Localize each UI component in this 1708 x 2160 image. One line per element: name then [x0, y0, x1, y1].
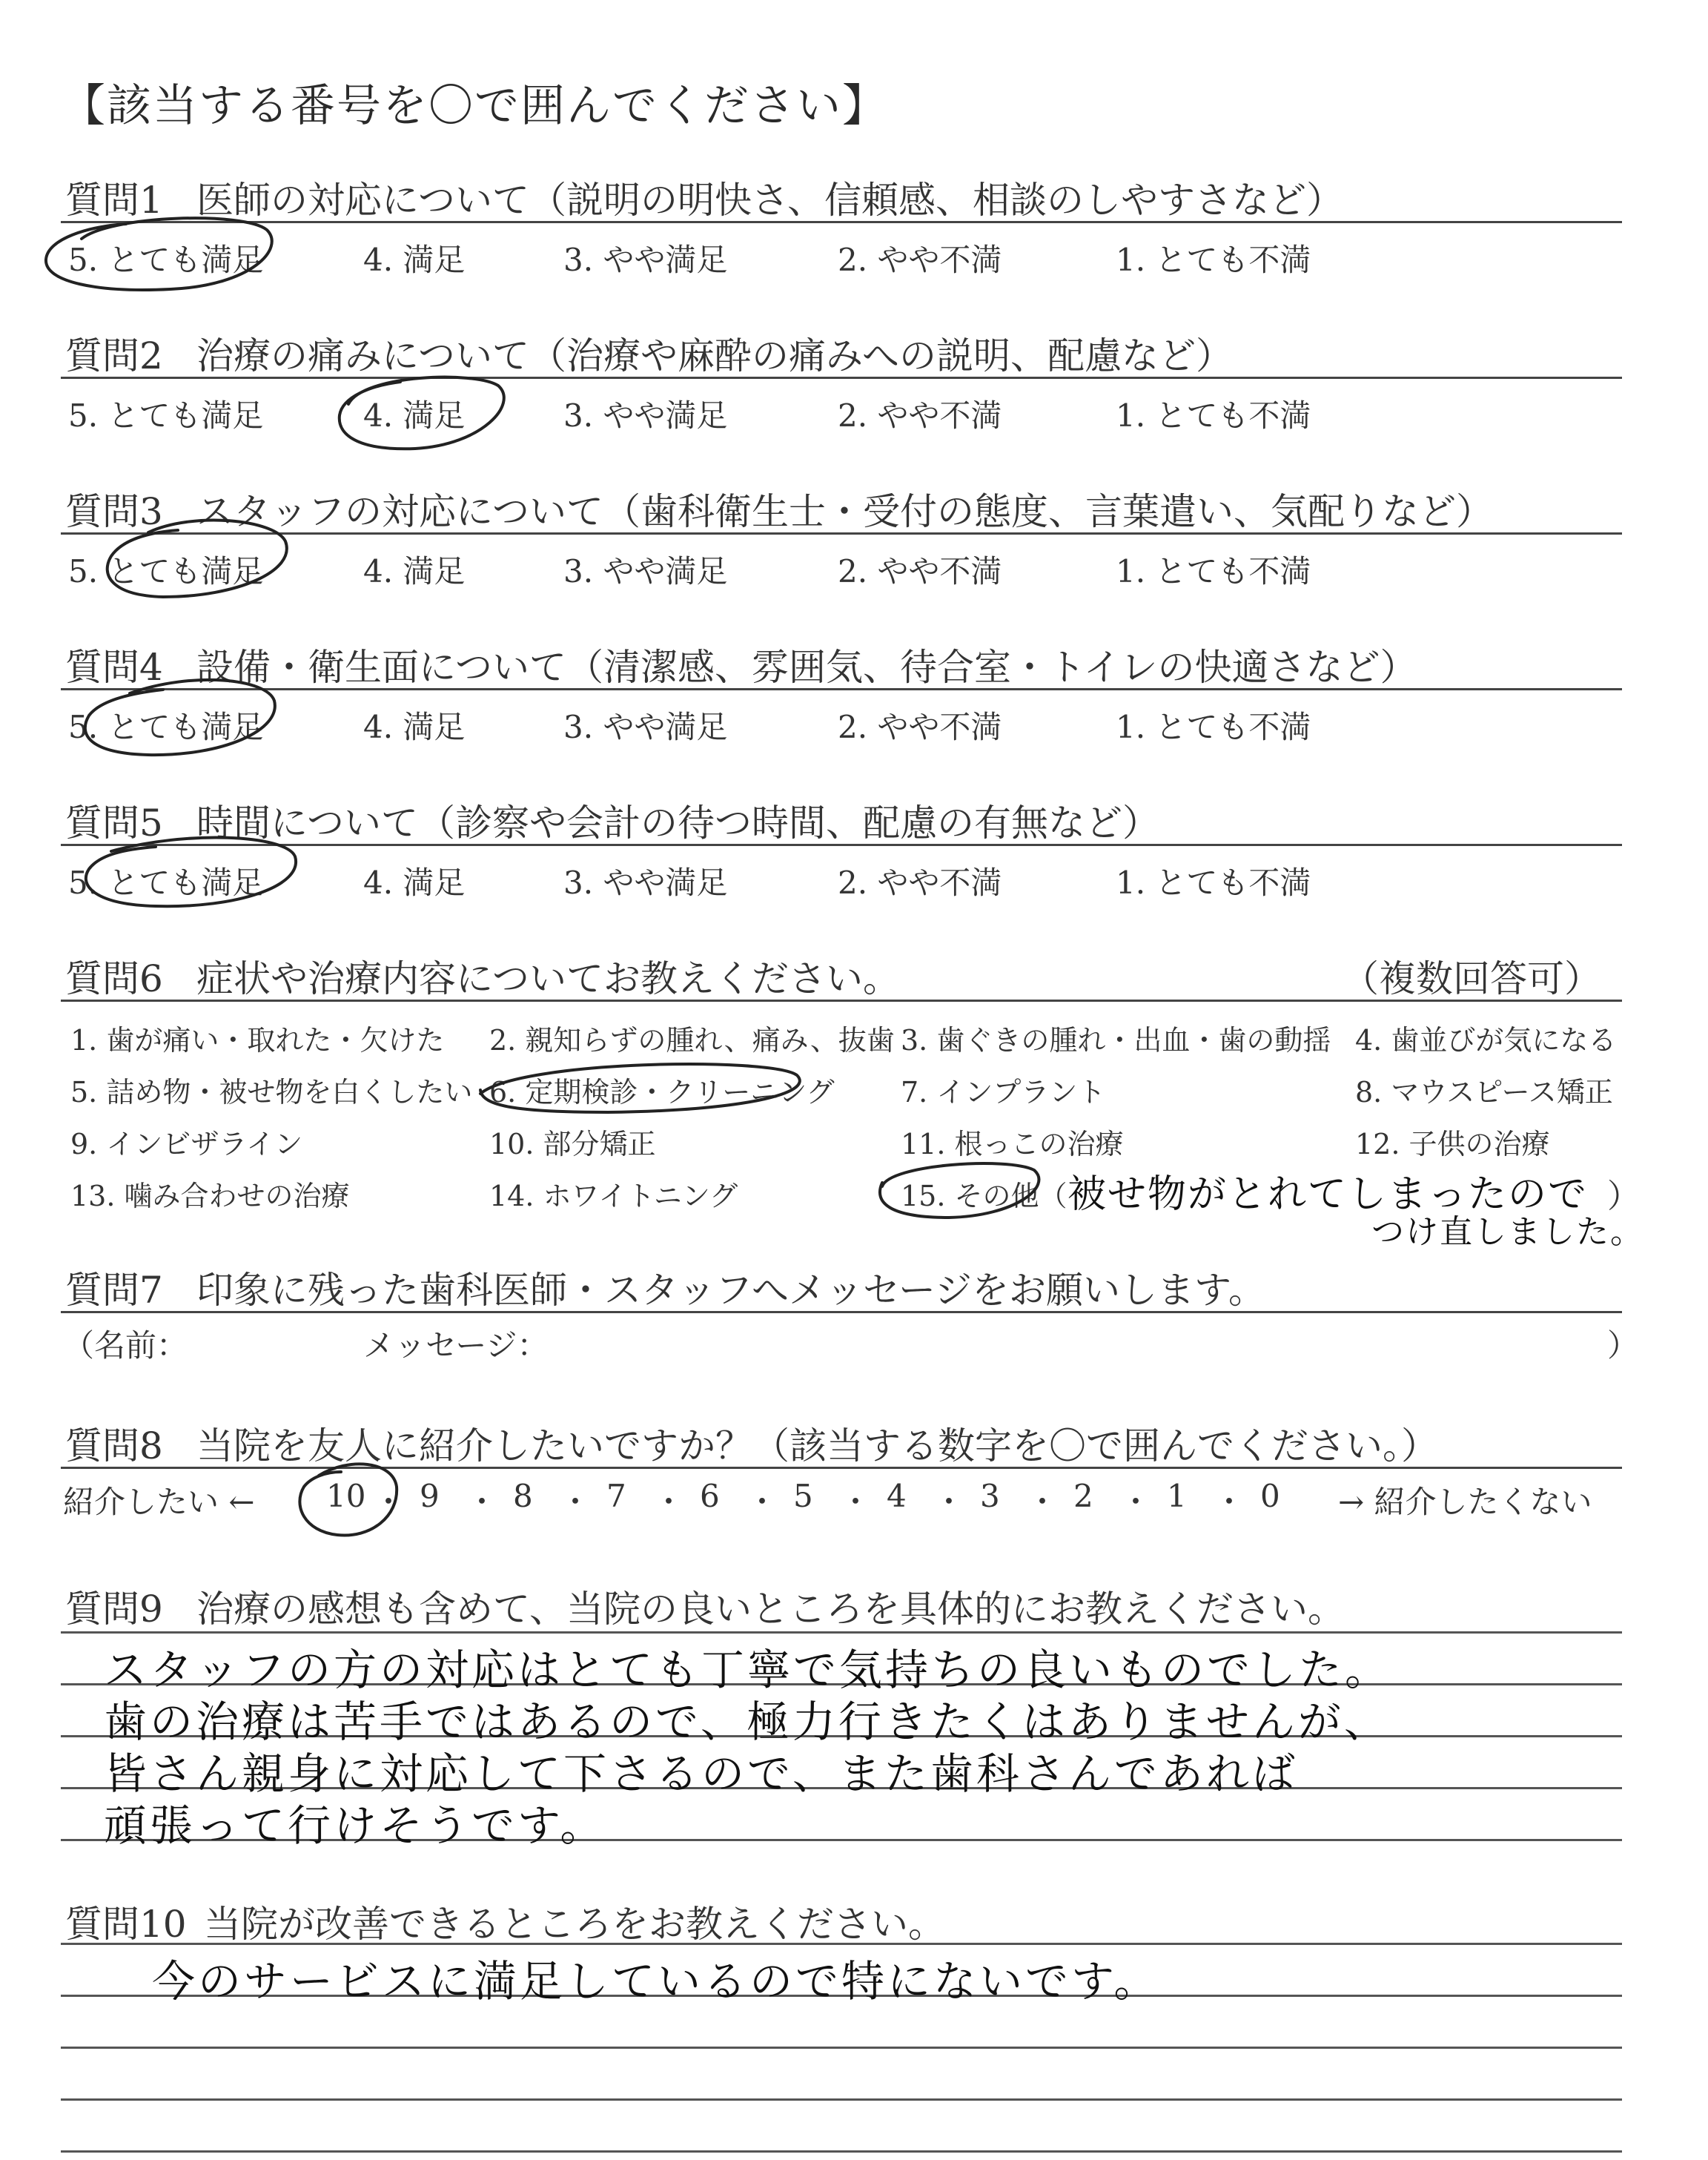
q2-selection-circle — [340, 377, 504, 449]
q4-option-5[interactable]: 5. とても満足 — [68, 709, 264, 745]
q3-option-2[interactable]: 2. やや不満 — [838, 553, 1002, 589]
q1-option-4[interactable]: 4. 満足 — [363, 242, 466, 278]
q1-option-1[interactable]: 1. とても不満 — [1116, 242, 1311, 278]
q6-text: 症状や治療内容についてお教えください。 — [196, 957, 900, 1000]
q8-right-label: → 紹介したくない — [1338, 1484, 1592, 1520]
q6-option-15-selection-circle — [880, 1163, 1039, 1218]
q8-scale-9[interactable]: 9 — [420, 1478, 440, 1514]
q5-option-1[interactable]: 1. とても不満 — [1116, 865, 1311, 901]
q3-label: 質問3 — [65, 490, 163, 533]
q10-text: 当院が改善できるところをお教えください。 — [204, 1903, 945, 1946]
q3-selection-circle — [107, 520, 287, 597]
page-title: 【該当する番号を〇で囲んでください】 — [61, 80, 888, 132]
q8-scale-3[interactable]: 3 — [980, 1478, 1000, 1514]
q8-scale-7[interactable]: 7 — [606, 1478, 626, 1514]
q8-scale-10[interactable]: 10 — [326, 1478, 366, 1514]
q10-label: 質問10 — [65, 1903, 187, 1946]
q8-label: 質問8 — [65, 1424, 163, 1467]
q8-scale-8[interactable]: 8 — [513, 1478, 533, 1514]
q8-left-label: 紹介したい ← — [63, 1484, 255, 1520]
q5-option-4[interactable]: 4. 満足 — [363, 865, 466, 901]
q5-option-5[interactable]: 5. とても満足 — [68, 865, 264, 901]
q7-name-label: （名前： — [63, 1327, 188, 1364]
q6-other-close: ） — [1607, 1178, 1640, 1215]
q6-option-14[interactable]: 14. ホワイトニング — [489, 1180, 738, 1212]
q6-option-8[interactable]: 8. マウスピース矯正 — [1355, 1076, 1613, 1109]
q5-label: 質問5 — [65, 802, 163, 845]
q8-scale-6[interactable]: 6 — [700, 1478, 720, 1514]
q8-scale-4[interactable]: 4 — [887, 1478, 907, 1514]
q6-option-10[interactable]: 10. 部分矯正 — [489, 1128, 656, 1160]
q6-option-1[interactable]: 1. 歯が痛い・取れた・欠けた — [70, 1024, 445, 1057]
q4-selection-circle — [85, 680, 275, 755]
q8-selection-circle — [299, 1464, 397, 1535]
q8-scale-separator: ・ — [1214, 1484, 1245, 1520]
q6-other-answer-line1: 被せ物がとれてしまったので — [1068, 1172, 1589, 1217]
q2-option-3[interactable]: 3. やや満足 — [563, 397, 728, 434]
q6-label: 質問6 — [65, 957, 163, 1000]
q6-option-5[interactable]: 5. 詰め物・被せ物を白くしたい — [70, 1076, 473, 1109]
q7-message-label: メッセージ： — [363, 1327, 549, 1364]
q9-label: 質問9 — [65, 1588, 163, 1631]
q8-text: 当院を友人に紹介したいですか？（該当する数字を〇で囲んでください。） — [196, 1424, 1438, 1467]
q7-label: 質問7 — [65, 1269, 163, 1312]
q1-label: 質問1 — [65, 179, 163, 222]
q2-text: 治療の痛みについて（治療や麻酔の痛みへの説明、配慮など） — [196, 334, 1233, 377]
q8-scale-separator: ・ — [1120, 1484, 1152, 1520]
q1-selection-circle — [46, 218, 272, 290]
q3-text: スタッフの対応について（歯科衛生士・受付の態度、言葉遣い、気配りなど） — [196, 490, 1493, 533]
q8-scale-separator: ・ — [560, 1484, 592, 1520]
q10-answer-line-1: 今のサービスに満足しているので特にないです。 — [152, 1956, 1160, 2007]
q6-option-12[interactable]: 12. 子供の治療 — [1355, 1128, 1550, 1160]
q3-option-4[interactable]: 4. 満足 — [363, 553, 466, 589]
q8-scale-separator: ・ — [933, 1484, 965, 1520]
q8-scale-5[interactable]: 5 — [793, 1478, 813, 1514]
q6-option-6-selection-circle — [480, 1064, 800, 1112]
q8-scale-separator: ・ — [373, 1484, 405, 1520]
q4-label: 質問4 — [65, 646, 163, 689]
q8-scale-2[interactable]: 2 — [1073, 1478, 1093, 1514]
q2-option-1[interactable]: 1. とても不満 — [1116, 397, 1311, 434]
q3-option-3[interactable]: 3. やや満足 — [563, 553, 728, 589]
q2-option-4[interactable]: 4. 満足 — [363, 397, 466, 434]
q8-scale-separator: ・ — [1027, 1484, 1059, 1520]
q5-text: 時間について（診察や会計の待つ時間、配慮の有無など） — [196, 802, 1159, 845]
q6-note: （複数回答可） — [1342, 957, 1601, 1000]
q1-option-5[interactable]: 5. とても満足 — [68, 242, 264, 278]
q5-option-3[interactable]: 3. やや満足 — [563, 865, 728, 901]
q3-option-5[interactable]: 5. とても満足 — [68, 553, 264, 589]
q8-scale-separator: ・ — [653, 1484, 685, 1520]
q2-option-5[interactable]: 5. とても満足 — [68, 397, 264, 434]
q8-scale-separator: ・ — [747, 1484, 778, 1520]
q6-option-9[interactable]: 9. インビザライン — [70, 1128, 303, 1160]
q6-option-15[interactable]: 15. その他（ — [901, 1180, 1068, 1212]
q7-close: ） — [1607, 1327, 1639, 1364]
q4-option-4[interactable]: 4. 満足 — [363, 709, 466, 745]
q6-option-11[interactable]: 11. 根っこの治療 — [901, 1128, 1124, 1160]
q1-option-3[interactable]: 3. やや満足 — [563, 242, 728, 278]
q8-scale-0[interactable]: 0 — [1260, 1478, 1280, 1514]
q8-scale-separator: ・ — [840, 1484, 872, 1520]
q8-scale-1[interactable]: 1 — [1167, 1478, 1187, 1514]
q6-option-13[interactable]: 13. 噛み合わせの治療 — [70, 1180, 350, 1212]
q2-option-2[interactable]: 2. やや不満 — [838, 397, 1002, 434]
q6-option-6[interactable]: 6. 定期検診・クリーニング — [489, 1076, 835, 1109]
q6-other-answer-line2: つけ直しました。 — [1371, 1213, 1644, 1251]
q1-option-2[interactable]: 2. やや不満 — [838, 242, 1002, 278]
q4-text: 設備・衛生面について（清潔感、雰囲気、待合室・トイレの快適さなど） — [196, 646, 1417, 689]
q6-option-3[interactable]: 3. 歯ぐきの腫れ・出血・歯の動揺 — [901, 1024, 1331, 1057]
q6-option-2[interactable]: 2. 親知らずの腫れ、痛み、抜歯 — [489, 1024, 895, 1057]
q6-option-7[interactable]: 7. インプラント — [901, 1076, 1106, 1109]
q2-label: 質問2 — [65, 334, 163, 377]
q3-option-1[interactable]: 1. とても不満 — [1116, 553, 1311, 589]
q8-scale-separator: ・ — [466, 1484, 498, 1520]
q9-answer-line-2: 歯の治療は苦手ではあるので、極力行きたくはありませんが、 — [104, 1697, 1390, 1747]
q4-option-3[interactable]: 3. やや満足 — [563, 709, 728, 745]
q4-option-2[interactable]: 2. やや不満 — [838, 709, 1002, 745]
q6-option-4[interactable]: 4. 歯並びが気になる — [1355, 1024, 1617, 1057]
q1-text: 医師の対応について（説明の明快さ、信頼感、相談のしやすさなど） — [196, 179, 1343, 222]
q9-answer-line-3: 皆さん親身に対応して下さるので、また歯科さんであれば — [104, 1748, 1298, 1799]
q5-selection-circle — [86, 838, 296, 907]
q9-text: 治療の感想も含めて、当院の良いところを具体的にお教えください。 — [196, 1588, 1345, 1631]
q4-option-1[interactable]: 1. とても不満 — [1116, 709, 1311, 745]
q9-answer-line-4: 頑張って行けそうです。 — [104, 1800, 606, 1851]
q7-text: 印象に残った歯科医師・スタッフへメッセージをお願いします。 — [196, 1269, 1265, 1312]
q9-answer-line-1: スタッフの方の対応はとても丁寧で気持ちの良いものでした。 — [104, 1645, 1391, 1695]
q5-option-2[interactable]: 2. やや不満 — [838, 865, 1002, 901]
